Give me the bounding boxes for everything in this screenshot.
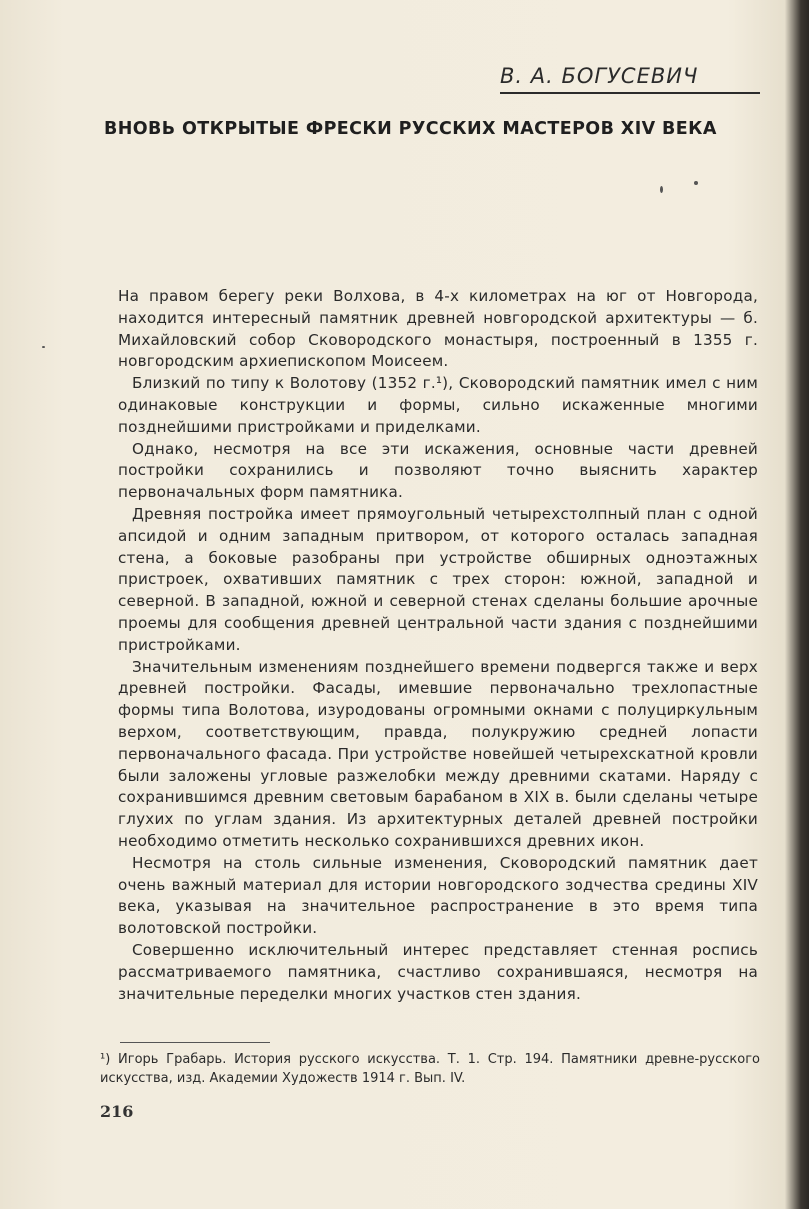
author-name: В. А. БОГУСЕВИЧ	[500, 64, 760, 94]
print-speck	[694, 181, 698, 185]
footnote-text: Игорь Грабарь. История русского искусства. Т. 1. Стр. 194. Памятники древне-русского искусства, изд. Академии Художеств 1914 г. Вып. IV.	[100, 1052, 760, 1086]
footnote-marker: ¹)	[100, 1052, 111, 1067]
paragraph: Несмотря на столь сильные изменения, Сковородский памятник дает очень важный материал для истории новгородского зодчества средины XIV века, указывая на значительное распространение в это время типа волотовской постройки.	[118, 853, 758, 938]
paragraph: На правом берегу реки Волхова, в 4-х километрах на юг от Новгорода, находится интересный памятник древней новгородской архитектуры — б. Михайловский собор Сковородского монастыря, построенный в 1355 г. новгородским архиепископом Моисеем.	[118, 287, 758, 371]
page-number: 216	[100, 1102, 134, 1121]
paragraph: Однако, несмотря на все эти искажения, основные части древней постройки сохранились и позволяют точно выяснить характер первоначальных форм памятника.	[118, 439, 758, 502]
footnote-divider	[120, 1042, 270, 1043]
paragraph: Значительным изменениям позднейшего времени подвергся также и верх древней постройки. Фасады, имевшие первоначально трехлопастные формы типа Волотова, изуродованы огромными окнами с полуциркульным верхом, соответствующим, правда, полукружию средней лопасти первоначального фасада. При устройстве новейшей четырехскатной кровли были заложены угловые разжелобки между древними скатами. Наряду с сохранившимся древним световым барабаном в XIX в. были сделаны четыре глухих по углам здания. Из архитектурных деталей древней постройки необходимо отметить несколько сохранившихся древних икон.	[118, 657, 758, 850]
paragraph: Совершенно исключительный интерес представляет стенная роспись рассматриваемого памятника, счастливо сохранившаяся, несмотря на значительные переделки многих участков стен здания.	[118, 940, 758, 1003]
paragraph: Древняя постройка имеет прямоугольный четырехстолпный план с одной апсидой и одним западным притвором, от которого осталась западная стена, а боковые разобраны при устройстве обширных одноэтажных пристроек, охвативших памятник с трех сторон: южной, западной и северной. В западной, южной и северной стенах сделаны большие арочные проемы для сообщения древней центральной части здания с позднейшими пристройками.	[118, 504, 758, 654]
article-body	[118, 286, 758, 1005]
paragraph: Близкий по типу к Волотову (1352 г.¹), Сковородский памятник имел с ним одинаковые конструкции и формы, сильно искаженные многими позднейшими пристройками и приделками.	[118, 374, 758, 436]
print-speck	[660, 186, 663, 193]
print-speck	[42, 346, 45, 348]
footnote	[100, 1050, 760, 1088]
article-title: ВНОВЬ ОТКРЫТЫЕ ФРЕСКИ РУССКИХ МАСТЕРОВ XIV ВЕКА	[104, 119, 717, 139]
